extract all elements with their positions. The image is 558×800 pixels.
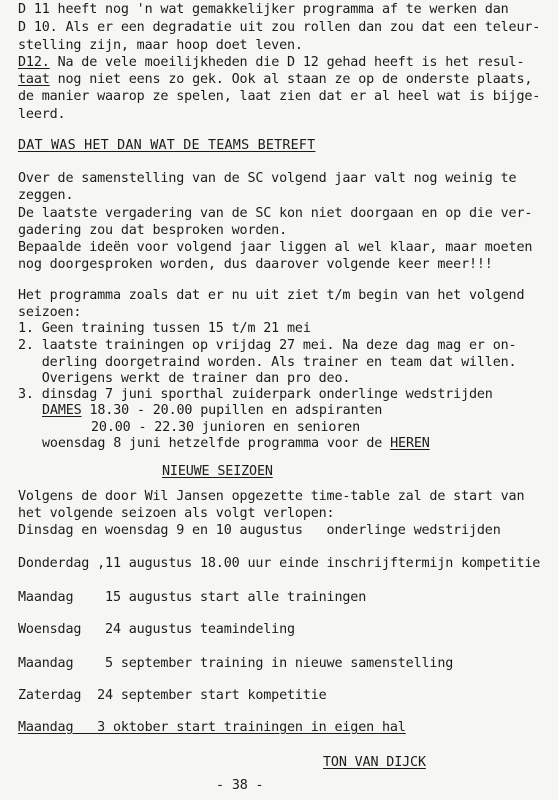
programme-item-2: 2. laatste trainingen op vrijdag 27 mei. Na deze dag mag er on- [18, 338, 517, 353]
dames-time: 18.30 - 20.00 pupillen en adspiranten [81, 403, 383, 418]
dames-line [42, 403, 382, 419]
text-line: nog doorgesproken worden, dus daarover volgende keer meer!!! [18, 257, 493, 272]
schedule-row: Maandag 5 september training in nieuwe samenstelling [18, 656, 454, 671]
woensdag-line [42, 436, 430, 452]
section-heading: DAT WAS HET DAN WAT DE TEAMS BETREFT [18, 138, 316, 153]
text-line: leerd. [18, 107, 66, 122]
d12-label: D12. [18, 55, 50, 70]
text-line: D 11 heeft nog 'n wat gemakkelijker programma af te werken dan [18, 2, 509, 17]
woensdag-text: woensdag 8 juni hetzelfde programma voor de [42, 436, 391, 451]
text-line: gadering zou dat besproken worden. [18, 223, 288, 238]
dames-line-2: 20.00 - 22.30 junioren en senioren [91, 420, 361, 435]
text-line: zeggen. [18, 188, 74, 203]
schedule-row: Donderdag ,11 augustus 18.00 uur einde inschrijftermijn kompetitie [18, 556, 541, 571]
schedule-row: Woensdag 24 augustus teamindeling [18, 622, 295, 637]
d12-line-2 [18, 72, 532, 88]
text-line: het volgende seizoen als volgt verlopen: [18, 506, 335, 521]
programme-item-2-cont: derling doorgetraind worden. Als trainer en team dat willen. [18, 355, 517, 370]
page-number: - 38 - [216, 778, 264, 793]
d12-line-1 [18, 55, 524, 71]
schedule-row: Zaterdag 24 september start kompetitie [18, 688, 327, 703]
schedule-row: Maandag 15 augustus start alle trainingen [18, 590, 367, 605]
text-line: D 10. Als er een degradatie uit zou rollen dan zou dat een teleur- [18, 20, 541, 35]
text-line: seizoen: [18, 305, 82, 320]
d12-underlined-word: taat [18, 72, 50, 87]
text-line: Bepaalde ideën voor volgend jaar liggen al wel klaar, maar moeten [18, 240, 533, 255]
d12-text: nog niet eens zo gek. Ook al staan ze op de onderste plaats, [49, 72, 533, 87]
d12-text: Na de vele moeilijkheden die D 12 gehad heeft is het resul- [49, 55, 525, 70]
text-line: Volgens de door Wil Jansen opgezette time-table zal de start van [18, 489, 525, 504]
text-line: De laatste vergadering van de SC kon niet doorgaan en op die ver- [18, 206, 533, 221]
programme-item-1: 1. Geen training tussen 15 t/m 21 mei [18, 321, 311, 336]
dames-label: DAMES [42, 403, 82, 418]
programme-item-3: 3. dinsdag 7 juni sporthal zuiderpark onderlinge wedstrijden [18, 387, 493, 402]
text-line: de manier waarop ze spelen, laat zien dat er al heel wat is bijge- [18, 89, 541, 104]
text-line: Over de samenstelling van de SC volgend jaar valt nog weinig te [18, 171, 517, 186]
programme-item-2-cont: Overigens werkt de trainer dan pro deo. [18, 371, 351, 386]
signature: TON VAN DIJCK [323, 755, 426, 770]
heren-label: HEREN [390, 436, 430, 451]
new-season-heading: NIEUWE SEIZOEN [162, 464, 273, 479]
schedule-row: Dinsdag en woensdag 9 en 10 augustus onderlinge wedstrijden [18, 523, 501, 538]
text-line: Het programma zoals dat er nu uit ziet t/m begin van het volgend [18, 288, 525, 303]
schedule-row: Maandag 3 oktober start trainingen in eigen hal [18, 720, 406, 735]
text-line: stelling zijn, maar hoop doet leven. [18, 38, 303, 53]
